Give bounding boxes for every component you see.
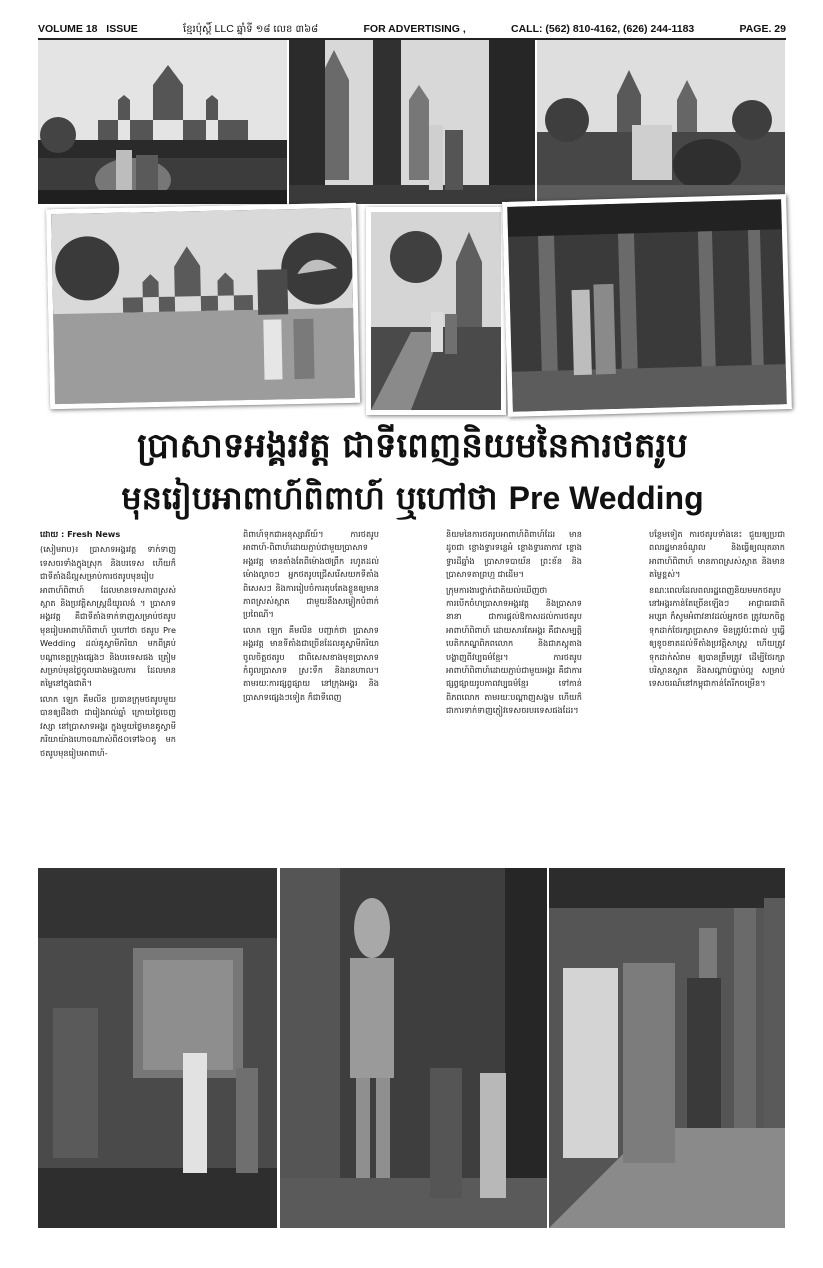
- angkor-wat-couple-seated-photo: [537, 40, 785, 204]
- temple-doorway-couple-photo: [38, 868, 277, 1228]
- headline-line-1: ប្រាសាទអង្គរវត្ត ជាទីពេញនិយមនៃការថតរូប: [137, 426, 688, 466]
- volume-label: VOLUME 18 ISSUE: [38, 23, 138, 35]
- page-header: [38, 20, 786, 38]
- angkor-wat-couple-sitting-photo: [38, 40, 287, 204]
- article-column-2: [243, 528, 379, 850]
- article-paragraph: ពិពាហ៍ទុកជាអនុស្សាវរីយ៍។ ការថតរូបអាពាហ៍-ពិពាហ៍ដោយភ្ជាប់ជាមួយប្រាសាទអង្គរវត្ត មានតាំងតែពីម៉ោង៧ព្រឹក រហូតដល់ម៉ោងល្ងាចៗ អ្នកថតរូបជ្រើសរើសយកទីតាំងពិសេសៗ និងការរៀបចំការតុបតែងខ្លួនឲ្យមានភាពស្រស់ស្អាត ជាមួយនឹងសម្លៀកបំពាក់ប្រពៃណី។: [243, 529, 379, 620]
- angkor-wat-couple-columns-photo: [289, 40, 535, 204]
- article-column-3: [446, 528, 582, 850]
- article-paragraph: បន្ថែមទៀត ការថតរូបទាំងនេះ ជួយឲ្យប្រជាពលរដ្ឋមានចំណូល និងធ្វើឲ្យឈុតឆាកអាពាហ៍ពិពាហ៍ មានភាពស្រស់ស្អាត និងមានតម្លៃខ្ពស់។: [649, 529, 785, 580]
- headline-line-2: មុនរៀបអាពាហ៍ពិពាហ៍ ឬហៅថា Pre Wedding: [121, 479, 704, 517]
- article-paragraph: និយមនៃការថតរូបអាពាហ៍ពិពាហ៍ដែរ មានដូចជា ខ្លោងទ្វារទន្លេអំ ខ្លោងទ្វារតាកាវ ខ្លោងទ្វារដីឆ្នាំង ប្រាសាទបាយ័ន ព្រះខ័ន និងប្រាសាទតាព្រហ្ម ជាដើម។: [446, 529, 582, 580]
- contact-phones: CALL: (562) 810-4162, (626) 244-1183: [511, 23, 695, 35]
- advertising-label: FOR ADVERTISING ,: [363, 23, 466, 35]
- article-body: [40, 528, 785, 850]
- angkor-wat-stairs-couple-photo: [366, 207, 506, 415]
- byline: ដោយ : Fresh News: [40, 529, 121, 539]
- temple-statue-couple-photo: [280, 868, 547, 1228]
- paper-masthead: ខ្មែរប៉ុស្តិ៍ LLC ឆ្នាំទី ១៨ លេខ ៣៦៨: [183, 22, 319, 35]
- temple-corridor-couple-photo: [549, 868, 785, 1228]
- article-paragraph: (សៀមរាប)៖ ប្រាសាទអង្គរវត្ត ទាក់ទាញទេសចរទាំងក្នុងស្រុក និងបរទេស ហើយក៏ជាទីតាំងដ៏ល្អសម្រាប់ការថតរូបមុនរៀបអាពាហ៍ពិពាហ៍ ដែលមានទេសភាពស្រស់ស្អាត និងប្រវត្តិសាស្ត្រដ៏យូរលង់ ។ ប្រាសាទអង្គរវត្ត គឺជាទីតាំងទាក់ទាញសម្រាប់ថតរូបមុនរៀបអាពាហ៍ពិពាហ៍ ឬហៅថា ថតរូប Pre Wedding ដល់គូស្វាមីភរិយា មកពីគ្រប់បណ្ដាខេត្តក្រុងផ្សេងៗ និងបរទេសផង ត្រៀមសម្រាប់មុនថ្ងៃចូលរោងមង្គលការ ដែលមានតម្លៃនៅក្នុងជាតិ។: [40, 544, 176, 689]
- angkor-wat-gallery-couple-photo: [502, 194, 792, 417]
- article-paragraph: លោក ឡេក គឹមលីន បញ្ជាក់ថា ប្រាសាទអង្គរវត្ត មានទីតាំងជាច្រើនដែលគូស្វាមីភរិយាចូលចិត្តថតរូប ជាពិសេសខាងមុខប្រាសាទ កំពូលប្រាសាទ ស្រះទឹក និងរានហាល។ តាមរយៈការផ្សព្វផ្សាយ នៅក្រុងអង្គរ និងប្រាសាទផ្សេងៗទៀត ក៏ជាទីពេញ: [243, 624, 379, 702]
- article-column-4: [649, 528, 785, 850]
- article-column-1: [40, 528, 176, 850]
- article-paragraph: ខណៈពេលដែលពលរដ្ឋពេញនិយមមកថតរូបនៅអង្គរកាន់តែច្រើនឡើងៗ អាជ្ញាធរជាតិអប្សរា ក៏សូមអំពាវនាវដល់អ្នកថត ត្រូវយកចិត្តទុកដាក់ថែរក្សាប្រាសាទ មិនត្រូវប៉ះពាល់ ឬធ្វើឲ្យខូចខាតដល់ទីតាំងប្រវត្តិសាស្ត្រ ហើយត្រូវទុកដាក់សំរាម ឲ្យបានត្រឹមត្រូវ ដើម្បីថែរក្សាបរិស្ថានស្អាត និងសណ្ដាប់ធ្នាប់ល្អ សម្រាប់ទេសចរណ៍នៅកម្ពុជាកាន់តែរីកចម្រើន។: [649, 584, 785, 689]
- article-paragraph: ក្រុមការងារថ្នាក់ជាតិយល់ឃើញថា ការបើកចំហប្រាសាទអង្គរវត្ត និងប្រាសាទនានា ជាការផ្ដល់ឱកាសដល់ការថតរូបអាពាហ៍ពិពាហ៍ ដោយសារតែអង្គរ គឺជាសម្បត្តិបេតិកភណ្ឌពិភពលោក និងជាភស្តុតាងបង្ហាញពីវប្បធម៌ខ្មែរ។ ការថតរូបអាពាហ៍ពិពាហ៍ដោយភ្ជាប់ជាមួយអង្គរ គឺជាការផ្សព្វផ្សាយរូបភាពវប្បធម៌ខ្មែរ ទៅកាន់ពិភពលោក តាមរយៈបណ្ដាញសង្គម ហើយក៏ជាការទាក់ទាញភ្ញៀវទេសចរបរទេសផងដែរ។: [446, 584, 582, 716]
- article-paragraph: លោក ឡេក គឹមលីន ប្រធានក្រុមថតរូបមួយ បានឲ្យដឹងថា ជារៀងរាល់ឆ្នាំ ក្រោយថ្ងៃចេញវស្សា នៅប្រាសាទអង្គរ ក្នុងមួយថ្ងៃមានគូស្វាមីភរិយាយ៉ាងហោចណាស់ពី៥០ទៅ៦០គូ មកថតរូបមុនរៀបអាពាហ៍-: [40, 693, 176, 758]
- angkor-wat-lawn-couple-umbrella-photo: [46, 203, 360, 409]
- page-number: PAGE. 29: [739, 23, 786, 35]
